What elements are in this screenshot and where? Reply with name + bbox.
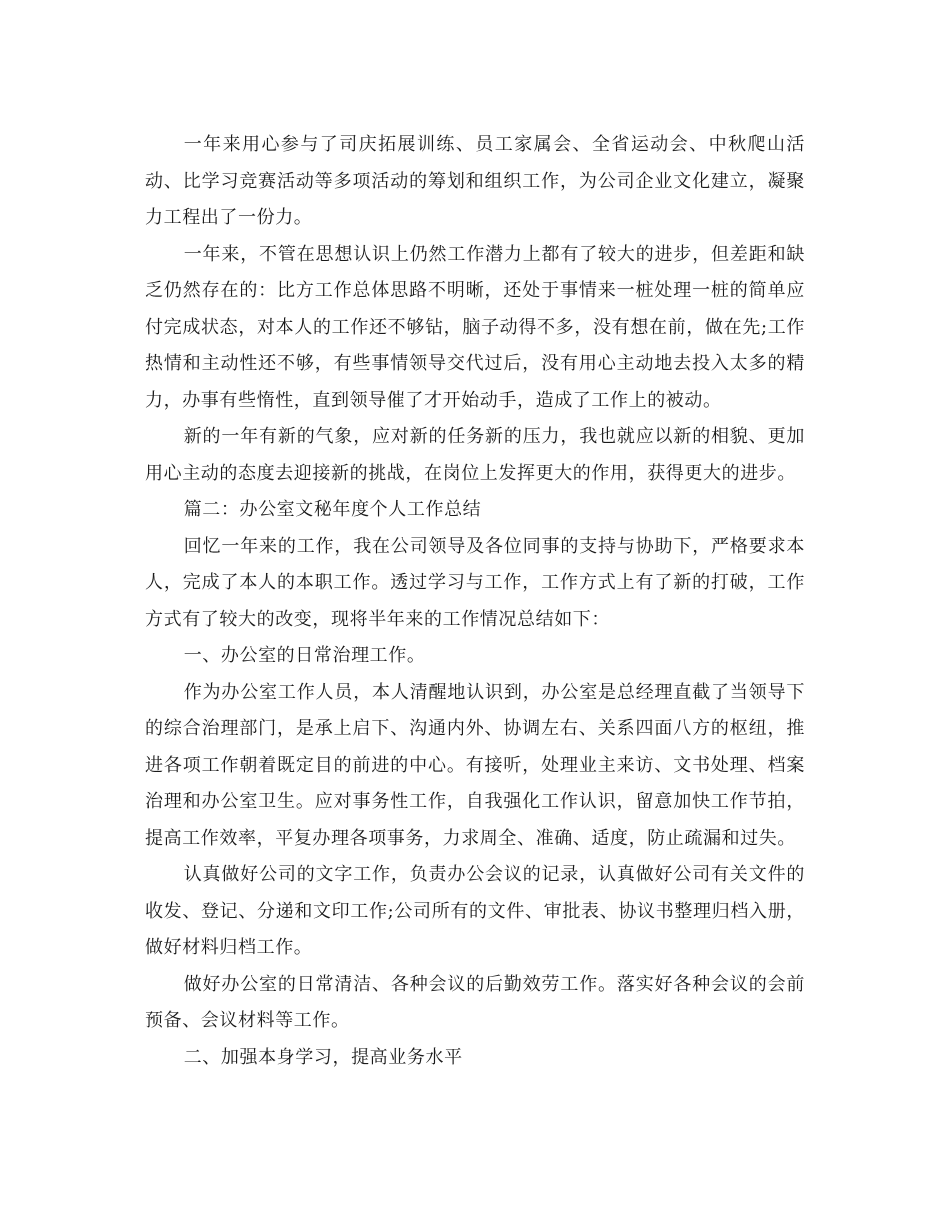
section-heading-office-management: 一、办公室的日常治理工作。 [183,645,426,666]
section-heading-study: 二、加强本身学习，提高业务水平 [183,1046,463,1068]
paragraph-document-work: 认真做好公司的文字工作，负责办公会议的记录，认真做好公司有关文件的收发、登记、分递和文印工作;公司所有的文件、审批表、协议书整理归档入册，做好材料归档工作。 [145,864,805,958]
paragraph-review-intro: 回忆一年来的工作，我在公司领导及各位同事的支持与协助下，严格要求本人，完成了本人的本职工作。透过学习与工作，工作方式上有了新的打破，工作方式有了较大的改变，现将半年来的工作情况总结如下： [145,535,805,630]
paragraph-self-assessment: 一年来，不管在思想认识上仍然工作潜力上都有了较大的进步，但差距和缺乏仍然存在的：比方工作总体思路不明晰，还处于事情来一桩处理一桩的简单应付完成状态，对本人的工作还不够钻，脑子动得不多，没有想在前，做在先;工作热情和主动性还不够，有些事情领导交代过后，没有用心主动地去投入太多的精力，办事有些惰性，直到领导催了才开始动手，造成了工作上的被动。 [145,243,805,411]
paragraph-logistics-work: 做好办公室的日常清洁、各种会议的后勤效劳工作。落实好各种会议的会前预备、会议材料等工作。 [145,973,805,1031]
paragraph-new-year-outlook: 新的一年有新的气象，应对新的任务新的压力，我也就应以新的相貌、更加用心主动的态度去迎接新的挑战，在岗位上发挥更大的作用，获得更大的进步。 [145,426,805,484]
document-body [145,127,805,1076]
section-heading-part-two: 篇二：办公室文秘年度个人工作总结 [183,499,482,520]
paragraph-activities: 一年来用心参与了司庆拓展训练、员工家属会、全省运动会、中秋爬山活动、比学习竞赛活动等多项活动的筹划和组织工作，为公司企业文化建立，凝聚力工程出了一份力。 [145,134,805,228]
paragraph-office-role: 作为办公室工作人员，本人清醒地认识到，办公室是总经理直截了当领导下的综合治理部门，是承上启下、沟通内外、协调左右、关系四面八方的枢纽，推进各项工作朝着既定目的前进的中心。有接听，处理业主来访、文书处理、档案治理和办公室卫生。应对事务性工作，自我强化工作认识，留意加快工作节拍，提高工作效率，平复办理各项事务，力求周全、准确、适度，防止疏漏和过失。 [145,681,805,849]
